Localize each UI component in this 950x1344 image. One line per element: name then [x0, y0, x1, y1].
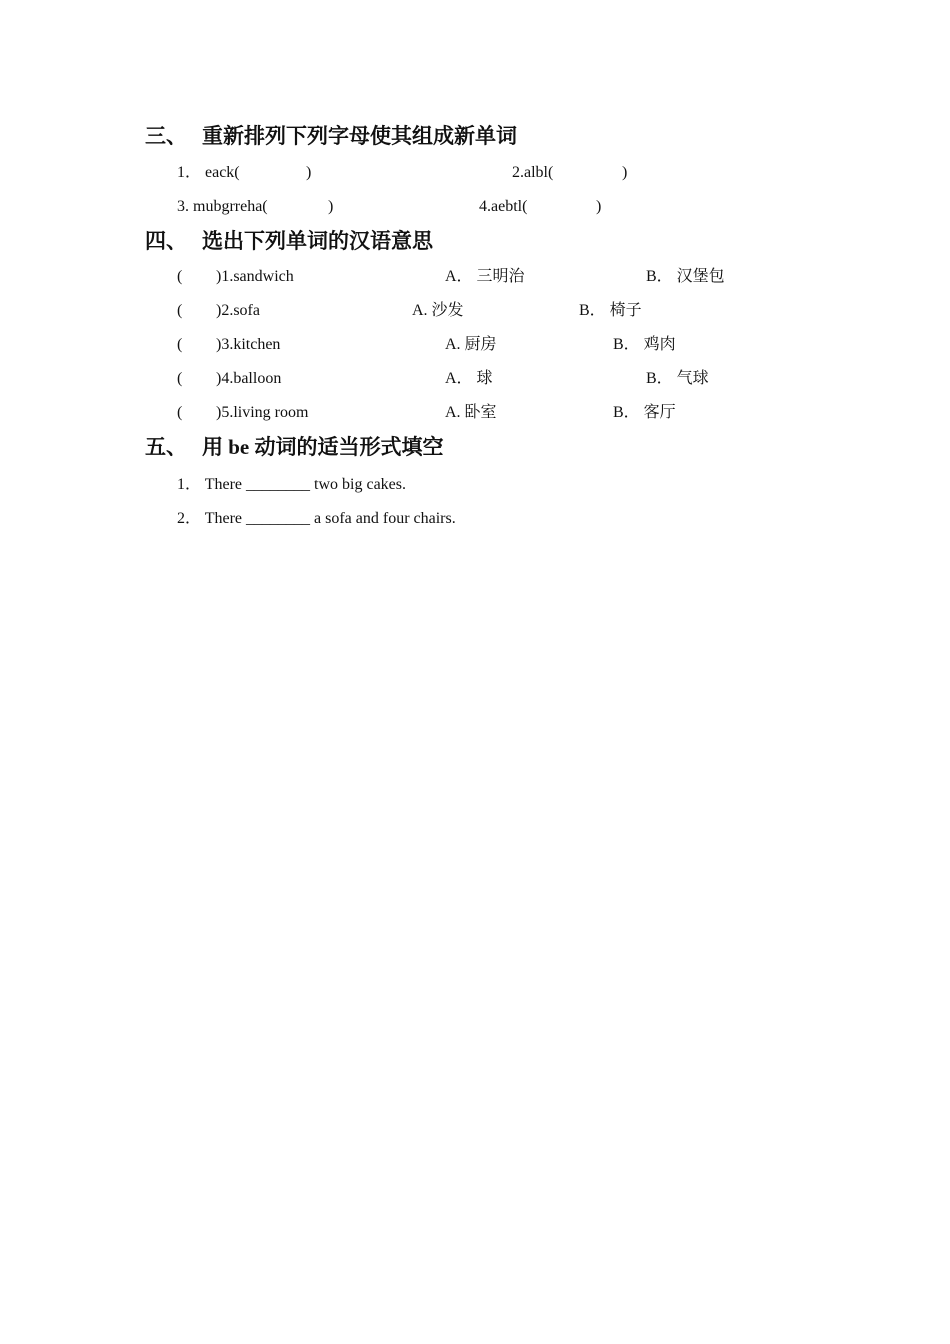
section-5-heading [145, 437, 444, 458]
s4-row-3-option-a: A. 厨房 [445, 336, 497, 353]
section-5-title-pre: 用 [202, 435, 229, 459]
s4-row-1-paren: ( [177, 268, 183, 285]
s5-item-1: 1． There ________ two big cakes. [177, 476, 406, 493]
s4-row-1-word: )1.sandwich [216, 268, 294, 285]
s3-item-4-close: ) [596, 198, 602, 215]
section-3-heading [145, 126, 517, 147]
s3-item-2-open: 2.albl( [512, 164, 554, 181]
s4-row-3-paren: ( [177, 336, 183, 353]
s4-row-5-paren: ( [177, 404, 183, 421]
s4-row-5-word: )5.living room [216, 404, 309, 421]
s4-row-2-word: )2.sofa [216, 302, 260, 319]
s3-item-3-close: ) [328, 198, 334, 215]
section-3-title: 重新排列下列字母使其组成新单词 [202, 124, 517, 148]
s4-row-4-word: )4.balloon [216, 370, 282, 387]
s4-row-2-option-a: A. 沙发 [412, 302, 464, 319]
section-5-title-be: be [228, 435, 250, 459]
s4-row-2-paren: ( [177, 302, 183, 319]
s4-row-5-option-a: A. 卧室 [445, 404, 497, 421]
section-5-title-post: 动词的适当形式填空 [249, 435, 444, 459]
s3-item-4-open: 4.aebtl( [479, 198, 528, 215]
section-4-number: 四、 [145, 229, 187, 253]
s4-row-4-option-b: B． 气球 [646, 370, 709, 387]
s4-row-2-option-b: B． 椅子 [579, 302, 642, 319]
s4-row-5-option-b: B． 客厅 [613, 404, 676, 421]
section-4-heading [145, 231, 433, 252]
s3-item-1-close: ) [306, 164, 312, 181]
section-3-number: 三、 [145, 124, 187, 148]
s4-row-1-option-a: A． 三明治 [445, 268, 525, 285]
s4-row-3-word: )3.kitchen [216, 336, 281, 353]
s4-row-1-option-b: B． 汉堡包 [646, 268, 725, 285]
s3-item-1-open: 1． eack( [177, 164, 240, 181]
section-4-title: 选出下列单词的汉语意思 [202, 229, 433, 253]
s4-row-3-option-b: B． 鸡肉 [613, 336, 676, 353]
s3-item-2-close: ) [622, 164, 628, 181]
s4-row-4-option-a: A． 球 [445, 370, 493, 387]
section-5-number: 五、 [145, 435, 187, 459]
s3-item-3-open: 3. mubgrreha( [177, 198, 268, 215]
s5-item-2: 2． There ________ a sofa and four chairs. [177, 510, 456, 527]
s4-row-4-paren: ( [177, 370, 183, 387]
